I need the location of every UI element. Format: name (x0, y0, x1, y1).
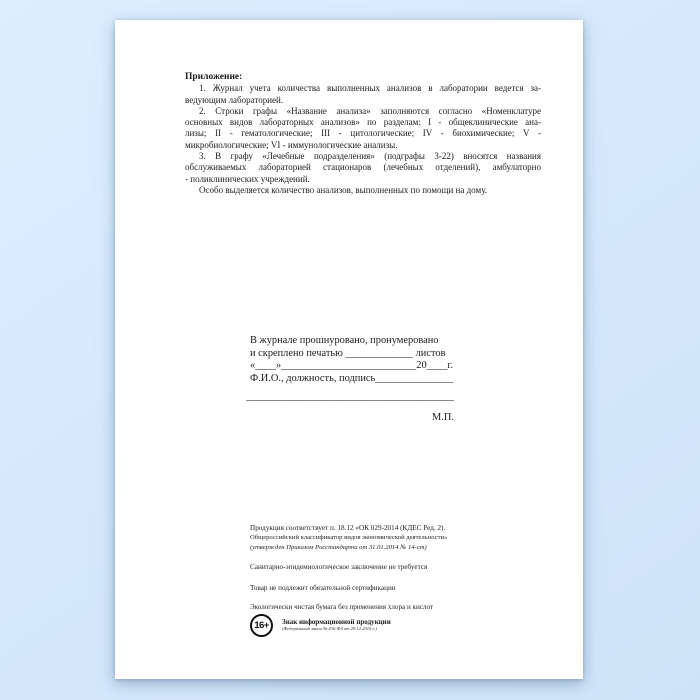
law-reference: (Федеральный закон № 436-ФЗ от 29.12.2010 г.) (282, 626, 377, 632)
journal-line: В журнале прошнуровано, пронумеровано (250, 335, 439, 346)
info-sign-label: Знак информационной продукции (282, 618, 391, 627)
approval-line: (утвержден Приказом Росстандарта от 31.01.2014 № 14-ст) (250, 544, 427, 551)
paragraph-line: микробиологические; VI - иммунологические анализы. (185, 139, 398, 150)
info-sign-text (282, 618, 391, 633)
colophon-block (250, 523, 500, 637)
appendix-heading: Приложение: (185, 72, 243, 82)
paragraph-line: 3. В графу «Лечебные подразделения» (подграфы 3-22) вносятся названия (199, 151, 541, 162)
certification-line: Товар не подлежит обязательной сертификации (250, 584, 396, 592)
stamp-place-label: М.П. (432, 411, 454, 423)
paragraph-line: 1. Журнал учета количества выполненных анализов в лаборатории ведется за- (199, 83, 541, 94)
paragraph-line: 2. Строки графы «Название анализа» заполняются согласно «Номенклатуре (199, 105, 541, 116)
paragraph-line: - поликлинических учреждений. (185, 173, 310, 184)
paragraph-line: Особо выделяется количество анализов, выполненных по помощи на дому. (199, 184, 488, 195)
document-page (115, 20, 583, 679)
signature-line: ________________________________________ (246, 391, 454, 402)
sanitary-line: Санитарно-эпидемиологическое заключение не требуется (250, 563, 428, 571)
journal-line: «____»__________________________20____г. (250, 360, 454, 371)
paragraph-line: основных видов лабораторных анализов» по разделам: I - общеклинические ана- (185, 117, 541, 128)
age-16-badge-icon: 16+ (250, 614, 273, 637)
journal-line: Ф.И.О., должность, подпись_______________ (250, 372, 454, 384)
journal-certification-block (246, 335, 456, 424)
classifier-line: Общероссийский классификатор видов экономической деятельности» (250, 534, 448, 541)
product-standard-line: Продукция соответствует п. 18.12 «ОК 029-2014 (КДЕС Ред. 2). (250, 524, 446, 532)
paragraph-line: обслуживаемых лабораторией стационаров (лечебных отделений), амбулаторно (185, 162, 541, 173)
paragraph-line: ведующим лабораторией. (185, 94, 284, 105)
age-rating-row (250, 614, 500, 637)
journal-line: и скреплено печатью _____________ листов (250, 347, 446, 359)
appendix-text-block (185, 72, 541, 196)
eco-paper-line: Экологически чистая бумага без применения хлора и кислот (250, 603, 434, 611)
paragraph-line: лизы; II - гематологические; III - цитологические; IV - биохимические; V - (185, 128, 541, 139)
